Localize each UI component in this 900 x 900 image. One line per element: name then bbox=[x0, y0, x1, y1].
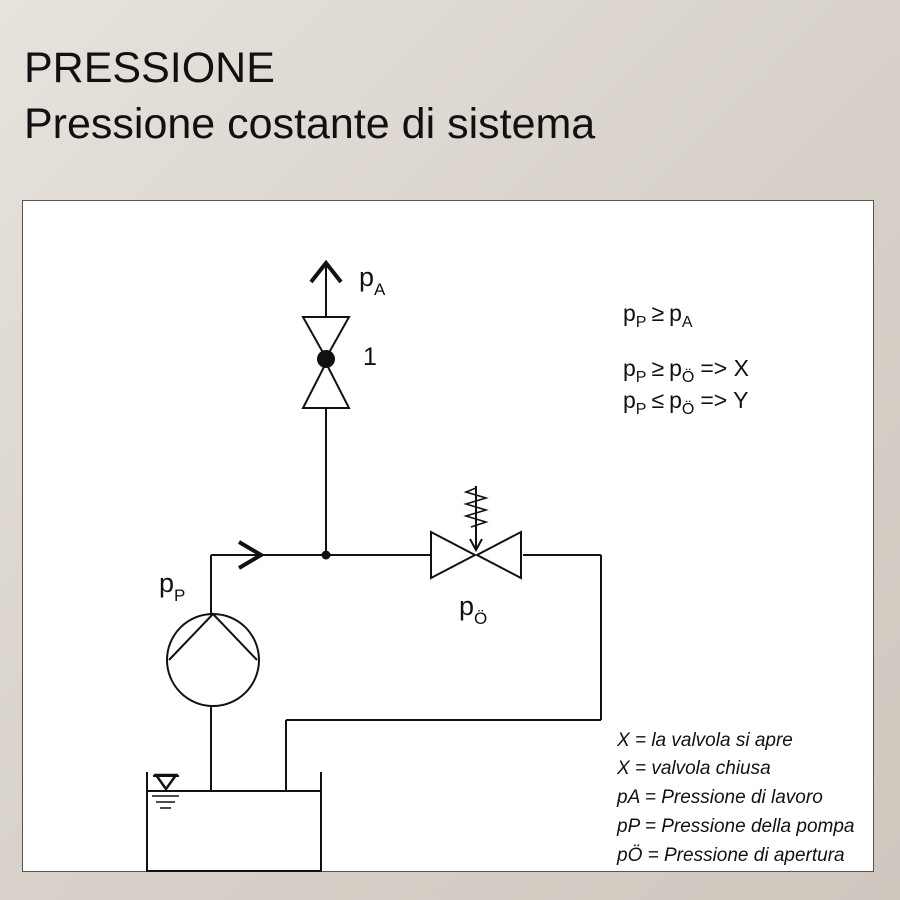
formula-2: $p_P \ge p_Ö => X$ bbox=[623, 355, 749, 386]
legend-item: X = la valvola si apre bbox=[617, 730, 793, 751]
legend bbox=[616, 730, 854, 866]
tank-icon bbox=[147, 772, 321, 871]
page-title: PRESSIONE bbox=[24, 44, 275, 92]
valve-number: 1 bbox=[363, 343, 377, 371]
label-pp: $p_P$ bbox=[159, 568, 186, 605]
formula-3: $p_P \le p_Ö => Y$ bbox=[623, 387, 749, 418]
valve-1-icon bbox=[303, 317, 349, 408]
legend-item: pÖ = Pressione di apertura bbox=[617, 845, 845, 866]
formula-1: $p_P \ge p_A$ bbox=[623, 300, 693, 331]
page-subtitle: Pressione costante di sistema bbox=[24, 100, 596, 148]
legend-item: pP = Pressione della pompa bbox=[617, 816, 855, 837]
label-pa: $p_A$ bbox=[359, 262, 386, 299]
legend-item: X = valvola chiusa bbox=[617, 758, 771, 779]
page-heading bbox=[24, 40, 595, 152]
hydraulic-diagram bbox=[23, 201, 875, 873]
relief-valve-icon bbox=[431, 486, 521, 578]
label-po: $p_Ö$ bbox=[459, 591, 488, 628]
pump-icon bbox=[167, 614, 259, 706]
diagram-panel bbox=[22, 200, 874, 872]
legend-item: pA = Pressione di lavoro bbox=[617, 787, 823, 808]
junction-dot bbox=[322, 551, 331, 560]
